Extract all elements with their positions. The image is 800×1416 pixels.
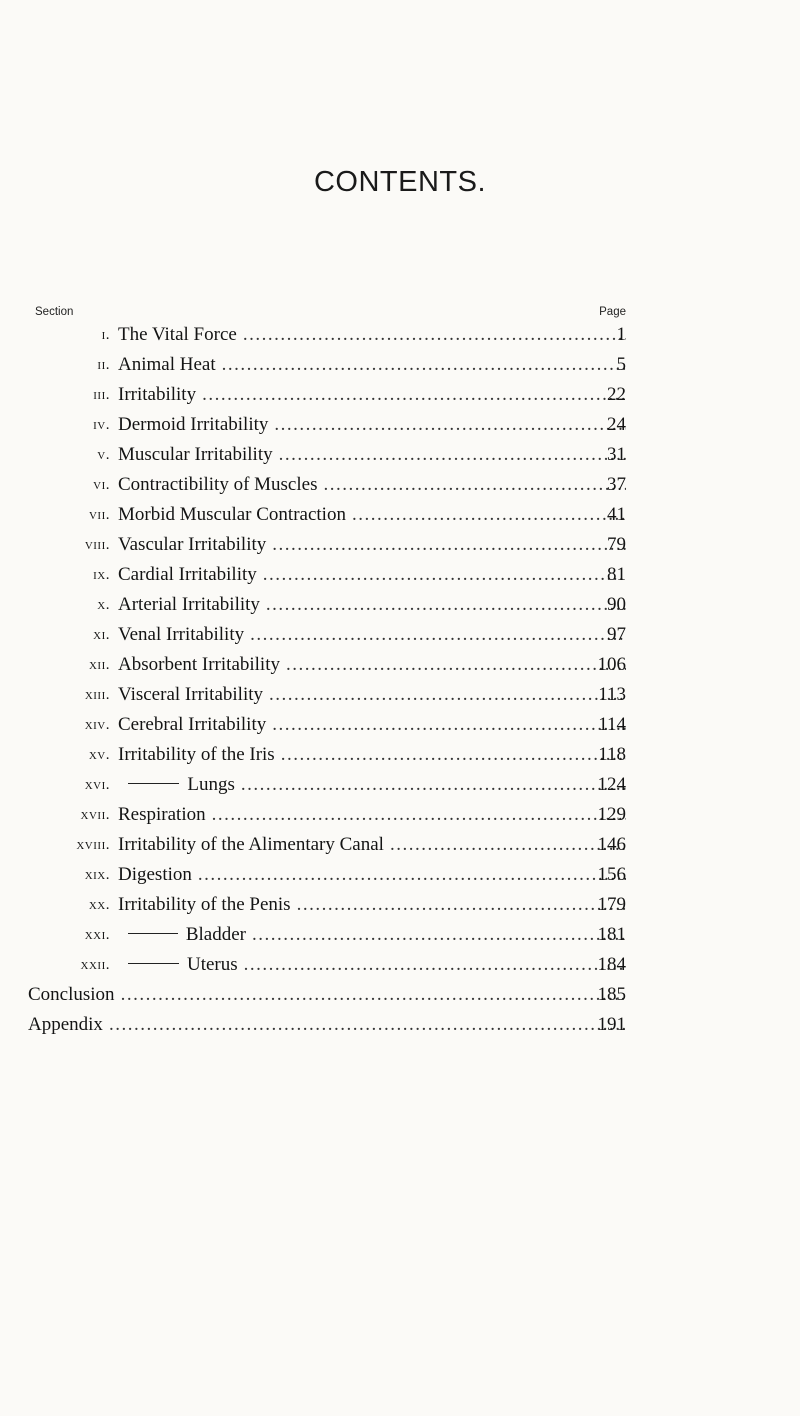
page-number: 156 xyxy=(597,864,626,885)
section-title: The Vital Force xyxy=(118,324,237,345)
section-number: xv. xyxy=(88,747,110,763)
page-column-header: Page xyxy=(599,306,626,318)
page-number: 146 xyxy=(597,834,626,855)
section-title: Venal Irritability xyxy=(118,624,245,645)
dot-leader xyxy=(252,920,626,950)
toc-entry xyxy=(0,470,800,500)
section-title: Appendix xyxy=(28,1014,103,1035)
section-number: iv. xyxy=(93,417,110,433)
toc-entry xyxy=(0,380,800,410)
toc-entry xyxy=(0,500,800,530)
section-number: vii. xyxy=(88,507,110,523)
toc-entry xyxy=(0,530,800,560)
toc-entry xyxy=(0,830,800,860)
toc-entry xyxy=(0,590,800,620)
section-number: i. xyxy=(101,327,110,343)
section-title: Digestion xyxy=(118,864,192,885)
toc-entry xyxy=(0,710,800,740)
page-title: CONTENTS. xyxy=(313,166,487,198)
toc-entry xyxy=(0,920,800,950)
page-number: 113 xyxy=(598,684,626,705)
dot-leader xyxy=(241,770,626,800)
toc-entry xyxy=(0,650,800,680)
toc-entry xyxy=(0,770,800,800)
section-number: xxii. xyxy=(80,957,110,973)
toc-entry xyxy=(0,1010,800,1040)
section-number: viii. xyxy=(84,537,110,553)
section-title: Irritability of the Iris xyxy=(118,744,275,765)
page-number: 37 xyxy=(607,474,626,495)
section-title: Cerebral Irritability xyxy=(118,714,267,735)
page-number: 114 xyxy=(598,714,626,735)
section-title: Visceral Irritability xyxy=(118,684,263,705)
toc-entry xyxy=(0,860,800,890)
section-number: ii. xyxy=(97,357,110,373)
toc-entry xyxy=(0,950,800,980)
page-number: 5 xyxy=(616,354,626,375)
section-title: Animal Heat xyxy=(118,354,216,375)
page-number: 24 xyxy=(607,414,626,435)
section-title: Contractibility of Muscles xyxy=(118,474,318,495)
page-number: 41 xyxy=(607,504,626,525)
page-number: 124 xyxy=(597,774,626,795)
section-number: xix. xyxy=(84,867,110,883)
toc-entry xyxy=(0,350,800,380)
section-number: xiii. xyxy=(84,687,110,703)
section-title: Conclusion xyxy=(28,984,115,1005)
section-number: x. xyxy=(97,597,110,613)
section-number: ix. xyxy=(93,567,110,583)
section-title: Lungs xyxy=(187,774,235,795)
toc-entry xyxy=(0,890,800,920)
page-number: 106 xyxy=(597,654,626,675)
toc-entry xyxy=(0,620,800,650)
dot-leader xyxy=(272,710,626,740)
ditto-dash xyxy=(128,783,179,784)
section-title: Bladder xyxy=(185,924,247,945)
section-number: xx. xyxy=(88,897,110,913)
dot-leader xyxy=(250,620,626,650)
section-title: Absorbent Irritability xyxy=(118,654,280,675)
dot-leader xyxy=(109,1010,626,1040)
toc-entry xyxy=(0,560,800,590)
dot-leader xyxy=(222,350,626,380)
section-number: xiv. xyxy=(84,717,110,733)
dot-leader xyxy=(269,680,626,710)
dot-leader xyxy=(243,320,626,350)
ditto-dash xyxy=(128,963,179,964)
page-number: 22 xyxy=(607,384,626,405)
toc-entry xyxy=(0,440,800,470)
section-number: vi. xyxy=(93,477,110,493)
page-number: 79 xyxy=(607,534,626,555)
section-column-header: Section xyxy=(35,306,74,318)
section-number: xvi. xyxy=(84,777,110,793)
section-title: Respiration xyxy=(118,804,206,825)
page-number: 81 xyxy=(607,564,626,585)
section-title: Irritability of the Penis xyxy=(118,894,291,915)
ditto-dash xyxy=(128,933,178,934)
section-title: Dermoid Irritability xyxy=(118,414,269,435)
page-number: 185 xyxy=(597,984,626,1005)
dot-leader xyxy=(198,860,626,890)
toc-entry xyxy=(0,410,800,440)
section-number: xxi. xyxy=(84,927,110,943)
page-number: 90 xyxy=(607,594,626,615)
section-title: Vascular Irritability xyxy=(118,534,267,555)
page-number: 191 xyxy=(597,1014,626,1035)
section-title: Irritability of the Alimentary Canal xyxy=(118,834,384,855)
dot-leader xyxy=(212,800,626,830)
section-number: xii. xyxy=(88,657,110,673)
page-number: 129 xyxy=(597,804,626,825)
section-title: Morbid Muscular Contraction xyxy=(118,504,346,525)
page-number: 1 xyxy=(616,324,626,345)
page-number: 179 xyxy=(597,894,626,915)
page-number: 181 xyxy=(597,924,626,945)
section-title: Muscular Irritability xyxy=(118,444,273,465)
toc-entry xyxy=(0,680,800,710)
dot-leader xyxy=(244,950,626,980)
dot-leader xyxy=(202,380,626,410)
dot-leader xyxy=(121,980,626,1010)
page-number: 118 xyxy=(598,744,626,765)
section-number: xvii. xyxy=(80,807,110,823)
dot-leader xyxy=(272,530,626,560)
toc-entry xyxy=(0,740,800,770)
section-number: iii. xyxy=(93,387,110,403)
toc-entry xyxy=(0,800,800,830)
section-title: Cardial Irritability xyxy=(118,564,257,585)
page-number: 97 xyxy=(607,624,626,645)
page-number: 184 xyxy=(597,954,626,975)
section-number: xviii. xyxy=(76,837,110,853)
section-number: xi. xyxy=(93,627,110,643)
toc-entry xyxy=(0,320,800,350)
section-title: Irritability xyxy=(118,384,197,405)
section-title: Uterus xyxy=(186,954,238,975)
toc-entry xyxy=(0,980,800,1010)
section-title: Arterial Irritability xyxy=(118,594,260,615)
dot-leader xyxy=(263,560,626,590)
page-number: 31 xyxy=(607,444,626,465)
section-number: v. xyxy=(97,447,110,463)
dot-leader xyxy=(266,590,626,620)
